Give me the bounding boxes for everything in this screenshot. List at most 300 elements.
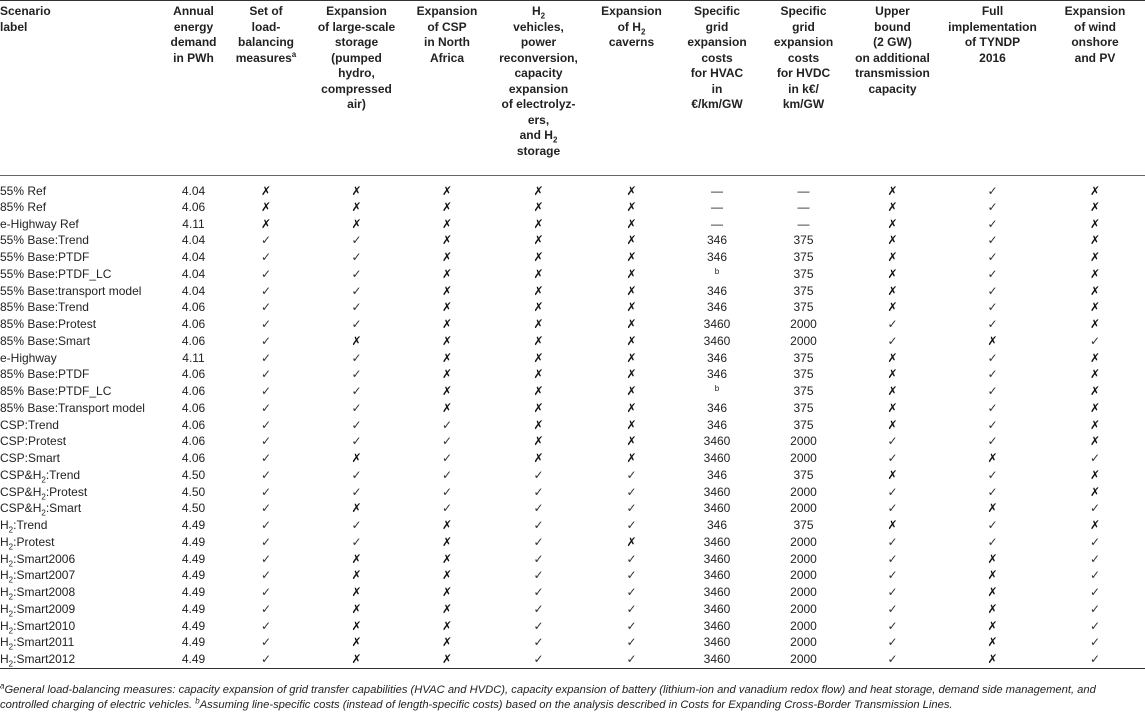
check-mark-icon: ✓: [987, 199, 998, 214]
energy-demand-cell: 4.06: [181, 333, 206, 348]
value-cell: 346: [706, 350, 728, 365]
cross-mark-icon: ✗: [533, 350, 544, 365]
cross-mark-icon: ✗: [1089, 518, 1101, 533]
cross-mark-icon: ✗: [1089, 417, 1101, 432]
cross-mark-icon: ✗: [626, 400, 637, 415]
check-mark-icon: ✓: [533, 467, 544, 482]
cross-mark-icon: ✗: [626, 451, 637, 466]
footnote-b-mark: b: [195, 696, 200, 706]
check-mark-icon: ✓: [626, 601, 637, 616]
scenario-label-cell: $H_2:Smart2010$: [0, 618, 76, 636]
cross-mark-icon: ✗: [1089, 283, 1101, 298]
cross-mark-icon: ✗: [533, 199, 544, 214]
cross-mark-icon: ✗: [626, 350, 637, 365]
cross-mark-icon: ✗: [351, 635, 362, 650]
cross-mark-icon: ✗: [626, 384, 637, 399]
cross-mark-icon: ✗: [987, 551, 998, 566]
check-mark-icon: ✓: [260, 250, 272, 265]
check-mark-icon: ✓: [533, 585, 544, 600]
scenario-label-cell: $CSP\&H_2:Trend$: [0, 467, 81, 485]
column-header-2: Set of load- balancing measures$^a$: [235, 4, 297, 65]
scenario-label-cell: 55% Base:PTDF: [0, 250, 90, 265]
table-row: [0, 333, 1145, 350]
check-mark-icon: ✓: [887, 585, 898, 600]
energy-demand-cell: 4.06: [181, 417, 206, 432]
check-mark-icon: ✓: [626, 585, 637, 600]
footnote-b-cell: b: [714, 266, 720, 276]
check-mark-icon: ✓: [626, 518, 637, 533]
footnotes: [0, 683, 1145, 713]
check-mark-icon: ✓: [1089, 501, 1101, 516]
check-mark-icon: ✓: [351, 266, 362, 281]
check-mark-icon: ✓: [1089, 333, 1101, 348]
value-cell: 346: [706, 400, 728, 415]
cross-mark-icon: ✗: [1089, 434, 1101, 449]
cross-mark-icon: ✗: [441, 618, 453, 633]
check-mark-icon: ✓: [260, 467, 272, 482]
scenario-label-cell: e-Highway: [0, 350, 57, 365]
value-cell: 2000: [790, 484, 817, 499]
table-row: [0, 450, 1145, 467]
check-mark-icon: ✓: [351, 534, 362, 549]
cross-mark-icon: ✗: [533, 317, 544, 332]
cross-mark-icon: ✗: [351, 199, 362, 214]
cross-mark-icon: ✗: [1089, 233, 1101, 248]
energy-demand-cell: 4.06: [181, 367, 206, 382]
cross-mark-icon: ✗: [626, 300, 637, 315]
check-mark-icon: ✓: [351, 467, 362, 482]
table-row: [0, 367, 1145, 384]
column-header-3: Expansion of large-scale storage (pumped hydro, compressed air): [317, 4, 396, 111]
value-cell: 3460: [703, 551, 731, 566]
cross-mark-icon: ✗: [887, 300, 898, 315]
column-header-5: $H_2$ vehicles, power reconversion, capacity expansion of electrolyz- ers, and $H_2$ storage: [499, 4, 578, 158]
value-cell: 2000: [790, 635, 817, 650]
check-mark-icon: ✓: [987, 467, 998, 482]
cross-mark-icon: ✗: [351, 501, 362, 516]
cross-mark-icon: ✗: [1089, 350, 1101, 365]
cross-mark-icon: ✗: [626, 250, 637, 265]
energy-demand-cell: 4.11: [182, 350, 205, 365]
cross-mark-icon: ✗: [1089, 300, 1101, 315]
check-mark-icon: ✓: [1089, 534, 1101, 549]
value-cell: —: [797, 199, 810, 214]
cross-mark-icon: ✗: [441, 568, 453, 583]
check-mark-icon: ✓: [260, 484, 272, 499]
column-header-10: Full implementation of TYNDP 2016: [948, 4, 1037, 65]
check-mark-icon: ✓: [887, 651, 898, 666]
energy-demand-cell: 4.49: [181, 568, 206, 583]
cross-mark-icon: ✗: [533, 384, 544, 399]
energy-demand-cell: 4.49: [181, 551, 206, 566]
table-row: [0, 551, 1145, 568]
column-header-1: Annual energy demand in PWh: [170, 4, 217, 65]
cross-mark-icon: ✗: [626, 434, 637, 449]
check-mark-icon: ✓: [1089, 551, 1101, 566]
cross-mark-icon: ✗: [441, 350, 453, 365]
table-row: [0, 651, 1145, 668]
value-cell: —: [711, 216, 723, 231]
energy-demand-cell: 4.04: [181, 266, 206, 281]
value-cell: 2000: [790, 551, 817, 566]
value-cell: 346: [706, 250, 728, 265]
value-cell: 2000: [790, 601, 817, 616]
scenario-label-cell: $H_2:Smart2006$: [0, 551, 76, 569]
check-mark-icon: ✓: [260, 317, 272, 332]
check-mark-icon: ✓: [887, 434, 898, 449]
scenario-label-cell: $H_2:Smart2008$: [0, 585, 76, 602]
check-mark-icon: ✓: [351, 300, 362, 315]
scenario-label-cell: $H_2:Smart2011$: [0, 635, 75, 652]
value-cell: 375: [793, 350, 814, 365]
scenario-label-cell: 85% Ref: [0, 199, 47, 214]
cross-mark-icon: ✗: [1089, 367, 1101, 382]
cross-mark-icon: ✗: [626, 534, 637, 549]
energy-demand-cell: 4.49: [181, 618, 206, 633]
value-cell: 2000: [790, 333, 817, 348]
value-cell: 2000: [790, 501, 817, 516]
energy-demand-cell: 4.50: [181, 501, 206, 516]
value-cell: 3460: [703, 451, 731, 466]
cross-mark-icon: ✗: [626, 216, 637, 231]
check-mark-icon: ✓: [1089, 451, 1101, 466]
cross-mark-icon: ✗: [887, 199, 898, 214]
cross-mark-icon: ✗: [987, 635, 998, 650]
energy-demand-cell: 4.11: [182, 216, 205, 231]
cross-mark-icon: ✗: [887, 367, 898, 382]
check-mark-icon: ✓: [533, 651, 544, 666]
cross-mark-icon: ✗: [441, 184, 453, 198]
cross-mark-icon: ✗: [533, 417, 544, 432]
table-row: [0, 283, 1145, 300]
check-mark-icon: ✓: [260, 333, 272, 348]
table-body: [0, 176, 1145, 669]
cross-mark-icon: ✗: [1089, 216, 1101, 231]
table-row: [0, 249, 1145, 266]
check-mark-icon: ✓: [987, 367, 998, 382]
check-mark-icon: ✓: [260, 651, 272, 666]
check-mark-icon: ✓: [260, 233, 272, 248]
value-cell: 375: [793, 518, 814, 533]
check-mark-icon: ✓: [626, 618, 637, 633]
check-mark-icon: ✓: [887, 501, 898, 516]
column-header-0: Scenario label: [0, 4, 51, 34]
energy-demand-cell: 4.49: [181, 518, 206, 533]
cross-mark-icon: ✗: [626, 367, 637, 382]
check-mark-icon: ✓: [626, 501, 637, 516]
check-mark-icon: ✓: [351, 518, 362, 533]
cross-mark-icon: ✗: [626, 283, 637, 298]
check-mark-icon: ✓: [987, 484, 998, 499]
value-cell: 3460: [703, 534, 731, 549]
check-mark-icon: ✓: [987, 434, 998, 449]
cross-mark-icon: ✗: [441, 384, 453, 399]
check-mark-icon: ✓: [441, 417, 453, 432]
table-row: [0, 350, 1145, 367]
scenario-label-cell: 85% Base:Smart: [0, 333, 91, 348]
check-mark-icon: ✓: [260, 585, 272, 600]
cross-mark-icon: ✗: [1089, 467, 1101, 482]
check-mark-icon: ✓: [351, 250, 362, 265]
cross-mark-icon: ✗: [626, 317, 637, 332]
energy-demand-cell: 4.06: [181, 434, 206, 449]
cross-mark-icon: ✗: [1089, 484, 1101, 499]
value-cell: 375: [793, 400, 814, 415]
check-mark-icon: ✓: [260, 551, 272, 566]
cross-mark-icon: ✗: [533, 233, 544, 248]
check-mark-icon: ✓: [533, 635, 544, 650]
cross-mark-icon: ✗: [441, 216, 453, 231]
cross-mark-icon: ✗: [441, 266, 453, 281]
check-mark-icon: ✓: [626, 568, 637, 583]
check-mark-icon: ✓: [260, 601, 272, 616]
cross-mark-icon: ✗: [533, 283, 544, 298]
table-row: [0, 618, 1145, 635]
table-row: [0, 467, 1145, 484]
value-cell: 3460: [703, 501, 731, 516]
table-header: [0, 1, 1145, 176]
energy-demand-cell: 4.49: [181, 651, 206, 666]
check-mark-icon: ✓: [1089, 651, 1101, 666]
energy-demand-cell: 4.50: [181, 484, 206, 499]
check-mark-icon: ✓: [887, 568, 898, 583]
cross-mark-icon: ✗: [987, 501, 998, 516]
check-mark-icon: ✓: [441, 484, 453, 499]
check-mark-icon: ✓: [533, 501, 544, 516]
check-mark-icon: ✓: [987, 216, 998, 231]
cross-mark-icon: ✗: [351, 184, 362, 198]
cross-mark-icon: ✗: [533, 367, 544, 382]
table-row: [0, 383, 1145, 400]
energy-demand-cell: 4.04: [181, 250, 206, 265]
cross-mark-icon: ✗: [1089, 250, 1101, 265]
value-cell: 3460: [703, 618, 731, 633]
check-mark-icon: ✓: [260, 501, 272, 516]
check-mark-icon: ✓: [533, 484, 544, 499]
cross-mark-icon: ✗: [260, 199, 272, 214]
check-mark-icon: ✓: [887, 635, 898, 650]
check-mark-icon: ✓: [260, 400, 272, 415]
check-mark-icon: ✓: [351, 384, 362, 399]
cross-mark-icon: ✗: [887, 350, 898, 365]
value-cell: —: [711, 199, 723, 214]
cross-mark-icon: ✗: [887, 233, 898, 248]
cross-mark-icon: ✗: [533, 184, 544, 198]
check-mark-icon: ✓: [987, 184, 998, 198]
energy-demand-cell: 4.49: [181, 601, 206, 616]
cross-mark-icon: ✗: [626, 417, 637, 432]
check-mark-icon: ✓: [533, 601, 544, 616]
value-cell: 2000: [790, 451, 817, 466]
check-mark-icon: ✓: [887, 333, 898, 348]
cross-mark-icon: ✗: [887, 384, 898, 399]
cross-mark-icon: ✗: [441, 534, 453, 549]
scenario-label-cell: $CSP\&H_2:Smart$: [0, 501, 82, 518]
cross-mark-icon: ✗: [441, 518, 453, 533]
check-mark-icon: ✓: [887, 551, 898, 566]
cross-mark-icon: ✗: [351, 333, 362, 348]
cross-mark-icon: ✗: [626, 233, 637, 248]
column-header-8: Specific grid expansion costs for HVDC in k€/ km/GW: [773, 4, 834, 111]
scenario-label-cell: 85% Base:Transport model: [0, 400, 145, 415]
check-mark-icon: ✓: [887, 534, 898, 549]
cross-mark-icon: ✗: [441, 199, 453, 214]
energy-demand-cell: 4.06: [181, 400, 206, 415]
scenario-label-cell: $H_2:Smart2012$: [0, 651, 76, 669]
cross-mark-icon: ✗: [887, 283, 898, 298]
check-mark-icon: ✓: [351, 400, 362, 415]
cross-mark-icon: ✗: [887, 467, 898, 482]
cross-mark-icon: ✗: [441, 317, 453, 332]
cross-mark-icon: ✗: [441, 601, 453, 616]
scenario-label-cell: 85% Base:PTDF_LC: [0, 384, 112, 399]
scenario-label-cell: $CSP\&H_2:Protest$: [0, 484, 88, 502]
table-row: [0, 517, 1145, 534]
table-row: [0, 568, 1145, 585]
value-cell: 375: [793, 250, 814, 265]
table-row: [0, 434, 1145, 451]
cross-mark-icon: ✗: [987, 568, 998, 583]
cross-mark-icon: ✗: [626, 184, 637, 198]
table-row: [0, 584, 1145, 601]
scenario-label-cell: e-Highway Ref: [0, 216, 79, 231]
check-mark-icon: ✓: [441, 467, 453, 482]
value-cell: 375: [793, 266, 814, 281]
check-mark-icon: ✓: [260, 518, 272, 533]
table-row: [0, 484, 1145, 501]
cross-mark-icon: ✗: [441, 250, 453, 265]
table-row: [0, 601, 1145, 618]
check-mark-icon: ✓: [351, 484, 362, 499]
scenario-label-cell: CSP:Trend: [0, 417, 59, 432]
cross-mark-icon: ✗: [887, 250, 898, 265]
check-mark-icon: ✓: [987, 350, 998, 365]
value-cell: 375: [793, 233, 814, 248]
cross-mark-icon: ✗: [533, 216, 544, 231]
check-mark-icon: ✓: [987, 384, 998, 399]
check-mark-icon: ✓: [351, 350, 362, 365]
cross-mark-icon: ✗: [1089, 317, 1101, 332]
value-cell: 2000: [790, 618, 817, 633]
table-row: [0, 199, 1145, 216]
table-row: [0, 176, 1145, 200]
cross-mark-icon: ✗: [987, 451, 998, 466]
column-header-6: Expansion of $H_2$ caverns: [601, 4, 662, 49]
value-cell: 3460: [703, 317, 731, 332]
check-mark-icon: ✓: [351, 367, 362, 382]
cross-mark-icon: ✗: [260, 216, 272, 231]
value-cell: 3460: [703, 484, 731, 499]
cross-mark-icon: ✗: [987, 651, 998, 666]
check-mark-icon: ✓: [987, 300, 998, 315]
check-mark-icon: ✓: [260, 534, 272, 549]
footnote-a-text: General load-balancing measures: capacity expansion of grid transfer capabilities (HVAC and HVDC), capacity expansion of battery (lithium-ion and vanadium redox flow) and heat storage, demand side management, and controlled charging of electric vehicles.: [0, 684, 1096, 711]
check-mark-icon: ✓: [533, 518, 544, 533]
value-cell: 375: [793, 283, 814, 298]
value-cell: —: [797, 184, 810, 198]
cross-mark-icon: ✗: [533, 250, 544, 265]
check-mark-icon: ✓: [626, 651, 637, 666]
check-mark-icon: ✓: [1089, 585, 1101, 600]
check-mark-icon: ✓: [887, 601, 898, 616]
cross-mark-icon: ✗: [987, 333, 998, 348]
cross-mark-icon: ✗: [441, 233, 453, 248]
value-cell: 2000: [790, 568, 817, 583]
check-mark-icon: ✓: [1089, 635, 1101, 650]
value-cell: 346: [706, 283, 728, 298]
check-mark-icon: ✓: [887, 451, 898, 466]
table-row: [0, 266, 1145, 283]
cross-mark-icon: ✗: [533, 400, 544, 415]
check-mark-icon: ✓: [987, 518, 998, 533]
cross-mark-icon: ✗: [351, 451, 362, 466]
cross-mark-icon: ✗: [533, 451, 544, 466]
check-mark-icon: ✓: [987, 283, 998, 298]
value-cell: 3460: [703, 333, 731, 348]
column-header-11: Expansion of wind onshore and PV: [1064, 4, 1126, 65]
energy-demand-cell: 4.06: [181, 300, 206, 315]
check-mark-icon: ✓: [351, 317, 362, 332]
value-cell: 3460: [703, 651, 731, 666]
cross-mark-icon: ✗: [987, 618, 998, 633]
energy-demand-cell: 4.04: [181, 283, 206, 298]
cross-mark-icon: ✗: [887, 184, 898, 198]
cross-mark-icon: ✗: [441, 300, 453, 315]
value-cell: 346: [706, 367, 728, 382]
cross-mark-icon: ✗: [987, 585, 998, 600]
check-mark-icon: ✓: [351, 417, 362, 432]
check-mark-icon: ✓: [260, 266, 272, 281]
check-mark-icon: ✓: [260, 283, 272, 298]
cross-mark-icon: ✗: [441, 283, 453, 298]
energy-demand-cell: 4.50: [181, 467, 206, 482]
cross-mark-icon: ✗: [626, 199, 637, 214]
check-mark-icon: ✓: [533, 568, 544, 583]
check-mark-icon: ✓: [987, 534, 998, 549]
cross-mark-icon: ✗: [351, 568, 362, 583]
scenario-label-cell: CSP:Smart: [0, 451, 61, 466]
value-cell: 346: [706, 518, 728, 533]
column-header-4: Expansion of CSP in North Africa: [416, 4, 478, 65]
value-cell: 3460: [703, 434, 731, 449]
scenario-label-cell: 55% Base:PTDF_LC: [0, 266, 112, 281]
cross-mark-icon: ✗: [441, 400, 453, 415]
cross-mark-icon: ✗: [260, 184, 272, 198]
table-row: [0, 216, 1145, 233]
scenario-label-cell: $H_2:Protest$: [0, 534, 55, 552]
table-row: [0, 635, 1145, 652]
cross-mark-icon: ✗: [441, 333, 453, 348]
value-cell: 346: [706, 467, 728, 482]
check-mark-icon: ✓: [626, 484, 637, 499]
cross-mark-icon: ✗: [441, 651, 453, 666]
cross-mark-icon: ✗: [351, 601, 362, 616]
check-mark-icon: ✓: [887, 317, 898, 332]
footnote-a-mark: a: [0, 681, 5, 691]
value-cell: 2000: [790, 651, 817, 666]
energy-demand-cell: 4.06: [181, 384, 206, 399]
table-row: [0, 300, 1145, 317]
check-mark-icon: ✓: [626, 551, 637, 566]
column-header-7: Specific grid expansion costs for HVAC in €/km/GW: [687, 4, 747, 111]
check-mark-icon: ✓: [626, 635, 637, 650]
cross-mark-icon: ✗: [533, 300, 544, 315]
value-cell: 3460: [703, 601, 731, 616]
check-mark-icon: ✓: [987, 233, 998, 248]
check-mark-icon: ✓: [260, 568, 272, 583]
header-row: [0, 1, 1145, 176]
check-mark-icon: ✓: [260, 384, 272, 399]
